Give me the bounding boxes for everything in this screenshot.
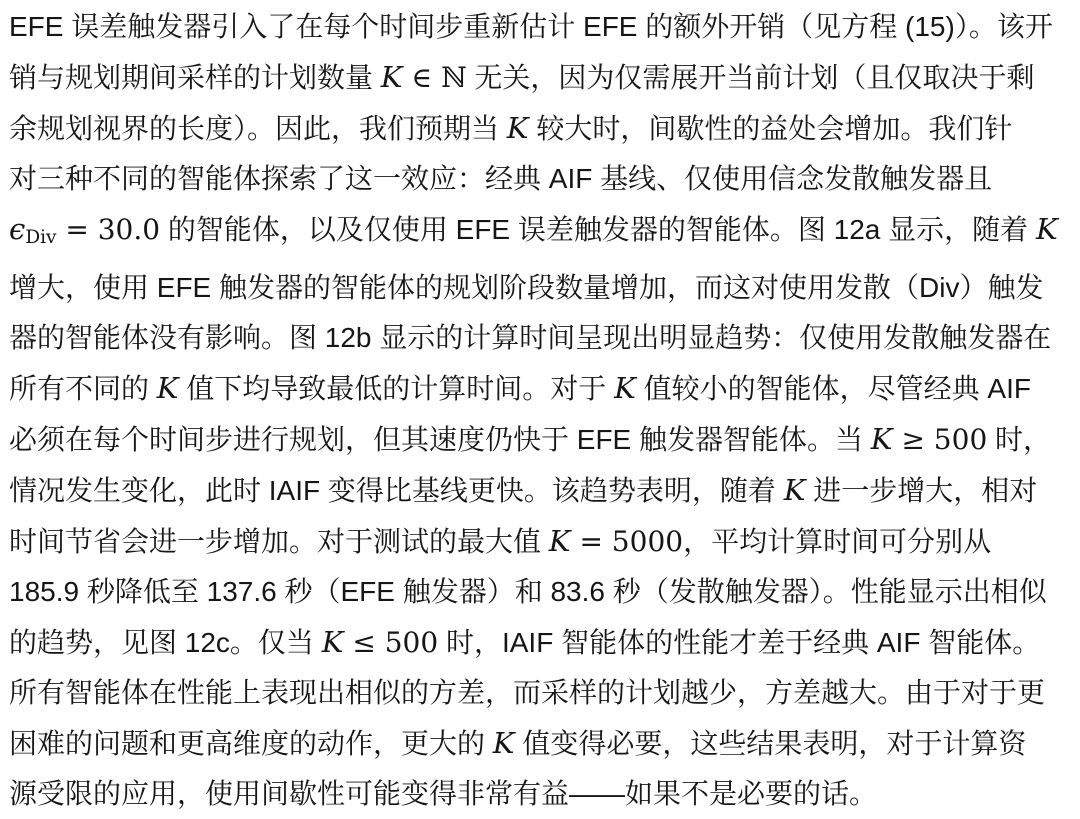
paragraph-line xyxy=(9,414,1076,465)
paragraph-line xyxy=(9,465,1076,516)
text-segment: 值变得必要，这些结果表明，对于计算资 xyxy=(514,728,1027,760)
text-segment: 的智能体，以及仅使用 EFE 误差触发器的智能体。图 12a 显示，随着 xyxy=(160,214,1036,245)
paragraph-line xyxy=(9,52,1076,103)
math-segment: ℕ xyxy=(441,61,467,94)
paragraph-line xyxy=(9,103,1076,154)
math-segment: Div xyxy=(25,227,57,249)
math-segment: K xyxy=(783,473,806,508)
paragraph-line xyxy=(9,769,1076,819)
text-segment: 器的智能体没有影响。图 12b 显示的计算时间呈现出明显趋势：仅使用发散触发器在 xyxy=(9,322,1052,354)
math-segment: ϵ xyxy=(9,212,26,246)
paragraph-line xyxy=(9,154,1076,204)
text-segment: 对三种不同的智能体探索了这一效应：经典 AIF 基线、仅使用信念发散触发器且 xyxy=(9,163,993,194)
text-segment: ，平均计算时间可分别从 xyxy=(683,526,992,558)
text-segment: 所有智能体在性能上表现出相似的方差，而采样的计划越少，方差越大。由于对于更 xyxy=(9,677,1046,709)
text-segment: 值下均导致最低的计算时间。对于 xyxy=(178,373,615,405)
paragraph-line xyxy=(9,718,1076,769)
text-segment: 时间节省会进一步增加。对于测试的最大值 xyxy=(9,526,549,558)
text-segment: 较大时，间歇性的益处会增加。我们针 xyxy=(528,113,1013,144)
paragraph-line xyxy=(9,263,1076,313)
math-segment: ∈ xyxy=(402,61,442,94)
math-segment: K xyxy=(1035,212,1058,246)
math-segment: = 5000 xyxy=(570,525,684,559)
paragraph-line xyxy=(9,567,1076,617)
math-segment: K xyxy=(380,60,403,94)
text-segment: 增大，使用 EFE 触发器的智能体的规划阶段数量增加，而这对使用发散（Div）触发 xyxy=(9,272,1044,304)
text-segment: 余规划视界的长度）。因此，我们预期当 xyxy=(9,113,507,144)
paragraph-line xyxy=(9,668,1076,718)
text-segment: 185.9 秒降低至 137.6 秒（EFE 触发器）和 83.6 秒（发散触发器）。性能显示出相似 xyxy=(9,576,1047,608)
paragraph-line xyxy=(9,204,1076,263)
math-segment: K xyxy=(156,371,179,406)
paragraph-line xyxy=(9,363,1076,414)
text-segment: 销与规划期间采样的计划数量 xyxy=(9,62,381,93)
text-segment: 值较小的智能体，尽管经典 AIF xyxy=(635,373,1031,405)
text-segment: 困难的问题和更高维度的动作，更大的 xyxy=(9,728,493,760)
text-segment: 时，IAIF 智能体的性能才差于经典 AIF 智能体。 xyxy=(438,627,1041,659)
text-segment: 的趋势，见图 12c。仅当 xyxy=(9,627,322,659)
text-segment: 所有不同的 xyxy=(9,373,157,405)
math-segment: ≤ 500 xyxy=(343,626,439,660)
math-segment: K xyxy=(870,422,893,457)
text-segment: 进一步增大，相对 xyxy=(805,475,1038,507)
math-segment: ≥ 500 xyxy=(892,423,988,457)
text-segment: 情况发生变化，此时 IAIF 变得比基线更快。该趋势表明，随着 xyxy=(9,475,784,507)
math-segment: K xyxy=(321,625,344,660)
paragraph-line xyxy=(9,516,1076,567)
text-segment: EFE 误差触发器引入了在每个时间步重新估计 EFE 的额外开销（见方程 (15)）。该开 xyxy=(9,11,1053,42)
math-segment: K xyxy=(614,371,636,406)
text-segment: 无关，因为仅需展开当前计划（且仅取决于剩 xyxy=(466,62,1035,93)
text-segment: 源受限的应用，使用间歇性可能变得非常有益——如果不是必要的话。 xyxy=(9,778,878,810)
paragraph-line xyxy=(9,2,1076,52)
paragraph-line xyxy=(9,617,1076,668)
math-segment: K xyxy=(506,111,529,145)
math-segment: K xyxy=(492,726,515,761)
text-segment: 必须在每个时间步进行规划，但其速度仍快于 EFE 触发器智能体。当 xyxy=(9,424,871,456)
math-segment: K xyxy=(548,524,571,559)
math-segment: = 30.0 xyxy=(56,213,161,246)
text-segment: 时， xyxy=(987,424,1052,456)
paragraph-line xyxy=(9,313,1076,363)
